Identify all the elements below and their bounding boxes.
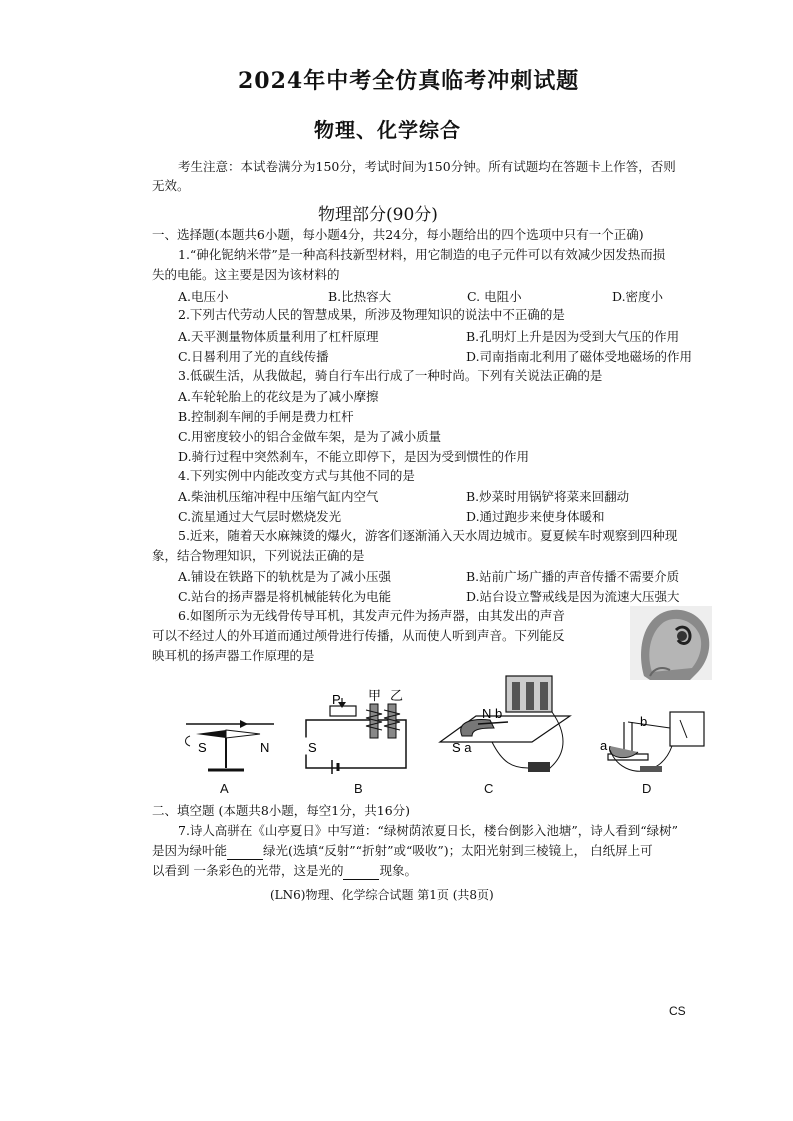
figure-label-c: C xyxy=(484,781,494,796)
q5-stem-1: 5.近来，随着天水麻辣烫的爆火，游客们逐渐涌入天水周边城市。夏夏候车时观察到四种现 xyxy=(178,528,678,543)
q3-option-d: D.骑行过程中突然刹车，不能立即停下，是因为受到惯性的作用 xyxy=(178,449,530,464)
q3-option-c: C.用密度较小的铝合金做车架，是为了减小质量 xyxy=(178,429,442,444)
figure-label-d: D xyxy=(642,781,652,796)
q4-option-a: A.柴油机压缩冲程中压缩气缸内空气 xyxy=(178,489,379,504)
q2-option-a: A.天平测量物体质量利用了杠杆原理 xyxy=(178,329,379,344)
q4-option-d: D.通过跑步来使身体暖和 xyxy=(466,509,605,524)
figure-d-generator-galvanometer xyxy=(600,708,710,782)
q6-stem-3: 映耳机的扬声器工作原理的是 xyxy=(152,648,315,663)
q7-line-3-part-b: 现象。 xyxy=(379,863,417,878)
q3-option-a: A.车轮轮胎上的花纹是为了减小摩擦 xyxy=(178,389,379,404)
q6-stem-1: 6.如图所示为无线骨传导耳机，其发声元件为扬声器，由其发出的声音 xyxy=(178,608,565,623)
section2-heading: 二、填空题 (本题共8小题，每空1分，共16分) xyxy=(152,803,411,818)
q5-option-d: D.站台设立警戒线是因为流速大压强大 xyxy=(466,589,680,604)
q7-blank-2[interactable] xyxy=(343,867,379,880)
q7-line-2 xyxy=(152,842,653,860)
page-footer: (LN6)物理、化学综合试题 第1页 (共8页) xyxy=(270,888,494,902)
q1-option-c: C. 电阻小 xyxy=(467,289,522,304)
q2-stem: 2.下列古代劳动人民的智慧成果，所涉及物理知识的说法中不正确的是 xyxy=(178,307,565,322)
q5-option-a: A.铺设在铁路下的轨枕是为了减小压强 xyxy=(178,569,392,584)
q2-option-b: B.孔明灯上升是因为受到大气压的作用 xyxy=(466,329,680,344)
notice-line-1: 考生注意：本试卷满分为150分，考试时间为150分钟。所有试题均在答题卡上作答，否则 xyxy=(178,159,676,174)
q7-line-3 xyxy=(152,862,417,880)
section1-heading: 一、选择题(本题共6小题，每小题4分，共24分，每小题给出的四个选项中只有一个正确) xyxy=(152,227,644,242)
figure-label-b: B xyxy=(354,781,363,796)
q4-stem: 4.下列实例中内能改变方式与其他不同的是 xyxy=(178,468,415,483)
bone-conduction-earphone-figure xyxy=(630,606,712,680)
q2-option-c: C.日晷利用了光的直线传播 xyxy=(178,349,329,364)
figure-a-n-mark: N xyxy=(260,740,270,755)
figure-b-s-mark: S xyxy=(308,740,317,755)
q1-option-a: A.电压小 xyxy=(178,289,229,304)
scanner-watermark: CS xyxy=(669,1004,686,1018)
figure-c-sa-mark: S a xyxy=(452,740,472,755)
q7-line-2-part-b: 绿光(选填“反射”“折射”或“吸收”)；太阳光射到三棱镜上， 白纸屏上可 xyxy=(263,843,653,858)
figure-a-compass xyxy=(178,706,278,786)
q1-stem-1: 1.“砷化铌纳米带”是一种高科技新型材料，用它制造的电子元件可以有效减少因发热而损 xyxy=(178,247,666,262)
q7-line-2-part-a: 是因为绿叶能 xyxy=(152,843,228,858)
q1-option-d: D.密度小 xyxy=(612,289,664,304)
figure-b-yi-mark: 乙 xyxy=(390,688,404,703)
page-title: 2024年中考全仿真临考冲刺试题 xyxy=(238,68,580,94)
q1-option-b: B.比热容大 xyxy=(328,289,392,304)
q2-option-d: D.司南指南北利用了磁体受地磁场的作用 xyxy=(466,349,693,364)
q7-line-3-part-a: 以看到 一条彩色的光带，这是光的 xyxy=(152,863,344,878)
q3-stem: 3.低碳生活，从我做起，骑自行车出行成了一种时尚。下列有关说法正确的是 xyxy=(178,368,603,383)
page-subtitle: 物理、化学综合 xyxy=(314,118,461,142)
q5-option-b: B.站前广场广播的声音传播不需要介质 xyxy=(466,569,680,584)
q7-blank-1[interactable] xyxy=(227,847,263,860)
figure-b-p-mark: P xyxy=(332,692,341,707)
notice-line-2: 无效。 xyxy=(152,178,190,193)
figure-label-a: A xyxy=(220,781,229,796)
figure-b-electromagnet-circuit xyxy=(302,690,412,772)
q5-option-c: C.站台的扬声器是将机械能转化为电能 xyxy=(178,589,392,604)
figure-a-s-mark: S xyxy=(198,740,207,755)
q4-option-b: B.炒菜时用锅铲将菜来回翻动 xyxy=(466,489,630,504)
q3-option-b: B.控制刹车闸的手闸是费力杠杆 xyxy=(178,409,354,424)
figure-d-a-mark: a xyxy=(600,738,608,753)
q5-stem-2: 象，结合物理知识，下列说法正确的是 xyxy=(152,548,365,563)
q6-stem-2: 可以不经过人的外耳道而通过颅骨进行传播，从而使人听到声音。下列能反 xyxy=(152,628,565,643)
physics-section-header: 物理部分(90分) xyxy=(318,205,438,225)
q7-line-1: 7.诗人高骈在《山亭夏日》中写道：“绿树荫浓夏日长，楼台倒影入池塘”，诗人看到“绿树” xyxy=(178,823,678,838)
figure-d-b-mark: b xyxy=(640,714,648,729)
figure-c-nb-mark: N b xyxy=(482,706,503,721)
figure-b-jia-mark: 甲 xyxy=(368,688,382,703)
q1-stem-2: 失的电能。这主要是因为该材料的 xyxy=(152,267,340,282)
q4-option-c: C.流星通过大气层时燃烧发光 xyxy=(178,509,342,524)
figure-c-motor-apparatus xyxy=(432,672,576,778)
